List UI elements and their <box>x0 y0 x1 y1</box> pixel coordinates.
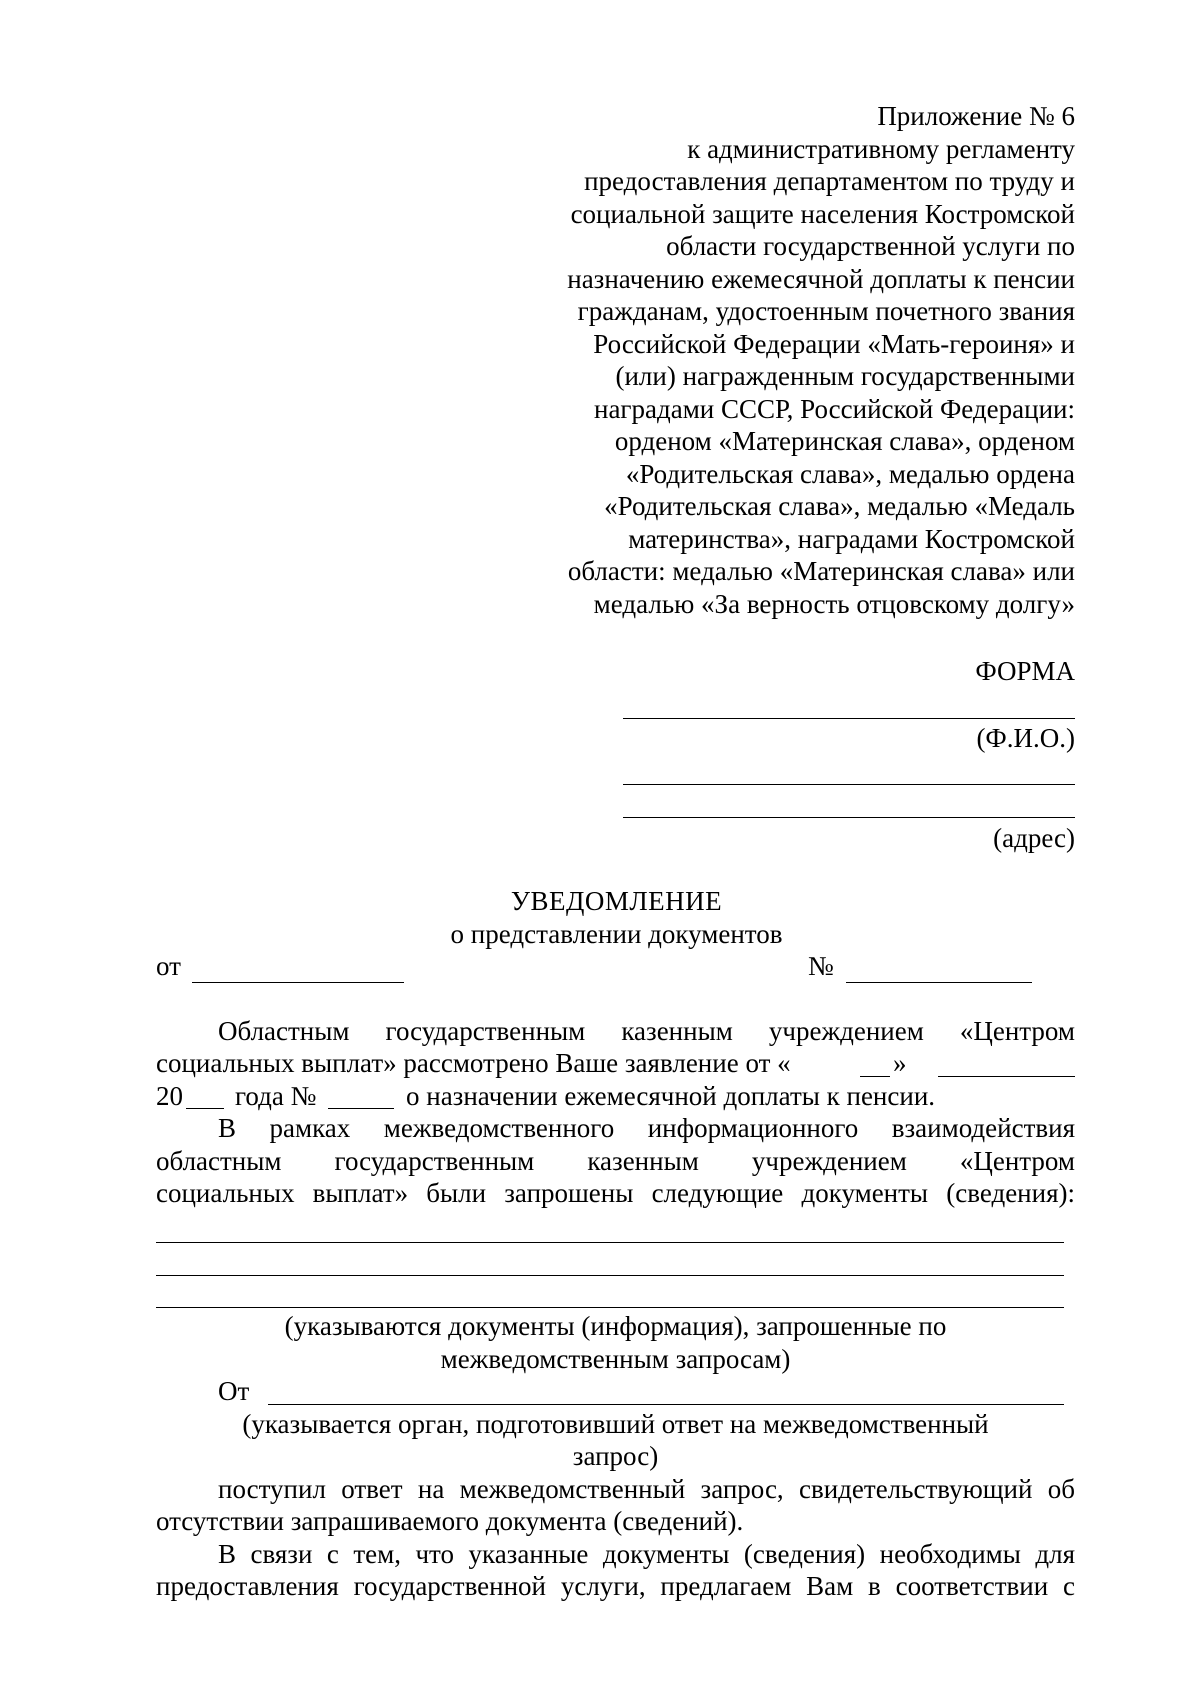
app-year-field-line[interactable] <box>186 1108 224 1109</box>
para1-line2-close-quote: » <box>893 1048 907 1078</box>
app-day-field-line[interactable] <box>860 1076 890 1077</box>
appendix-line: «Родительская слава», медалью ордена <box>625 458 1075 489</box>
appendix-line: предоставления департаментом по труду и <box>584 166 1075 196</box>
appendix-line: материнства», наградами Костромской <box>628 523 1075 554</box>
appendix-line: области: медалью «Материнская слава» или <box>567 556 1075 586</box>
address-field-line-1[interactable] <box>623 784 1075 785</box>
fio-field-line[interactable] <box>623 718 1075 719</box>
para4-line1: В связи с тем, что указанные документы (сведения) необходимы для <box>218 1539 1075 1569</box>
appendix-line: орденом «Материнская слава», орденом <box>614 426 1075 456</box>
date-label: от <box>156 951 181 981</box>
requested-docs-line-3[interactable] <box>156 1307 1064 1308</box>
form-label: ФОРМА <box>975 656 1075 686</box>
requested-docs-line-1[interactable] <box>156 1242 1064 1243</box>
para3-line2: отсутствии запрашиваемого документа (сведений). <box>156 1506 744 1536</box>
appendix-line: социальной защите населения Костромской <box>570 198 1075 229</box>
from-label: От <box>218 1376 250 1406</box>
app-month-field-line[interactable] <box>938 1076 1075 1077</box>
appendix-line: области государственной услуги по <box>666 231 1075 261</box>
para3-line1: поступил ответ на межведомственный запрос, свидетельствующий об <box>218 1474 1075 1504</box>
para1-line3-year-prefix: 20 <box>156 1081 183 1111</box>
date-field-line[interactable] <box>192 982 404 983</box>
appendix-line: Российской Федерации «Мать-героиня» и <box>593 328 1075 359</box>
para4-line2: предоставления государственной услуги, предлагаем Вам в соответствии с <box>156 1571 1075 1601</box>
para1-line2-text: социальных выплат» рассмотрено Ваше заявление от « <box>156 1048 791 1078</box>
para2-line1: В рамках межведомственного информационного взаимодействия <box>218 1113 1075 1143</box>
docs-note-line1: (указываются документы (информация), запрошенные по <box>284 1311 947 1341</box>
appendix-line: Приложение № 6 <box>877 101 1075 131</box>
appendix-line: наградами СССР, Российской Федерации: <box>594 393 1075 424</box>
number-field-line[interactable] <box>846 982 1032 983</box>
para1-line1: Областным государственным казенным учреждением «Центром <box>218 1016 1075 1046</box>
document-subtitle: о представлении документов <box>450 919 783 949</box>
para1-line3-number-text: года № <box>235 1081 317 1111</box>
organ-note-line1: (указывается орган, подготовивший ответ на межведомственный <box>242 1409 989 1439</box>
appendix-header <box>520 100 1075 620</box>
appendix-line: назначению ежемесячной доплаты к пенсии <box>567 263 1075 294</box>
para2-line2: областным государственным казенным учреждением «Центром <box>156 1146 1075 1176</box>
address-caption: (адрес) <box>993 823 1075 853</box>
appendix-line: «Родительская слава», медалью «Медаль <box>604 491 1075 521</box>
appendix-line: к административному регламенту <box>687 133 1075 164</box>
docs-note-line2: межведомственным запросам) <box>440 1344 791 1374</box>
appendix-line: медалью «За верность отцовскому долгу» <box>593 588 1075 619</box>
address-field-line-2[interactable] <box>623 817 1075 818</box>
document-title: УВЕДОМЛЕНИЕ <box>510 886 723 916</box>
organ-field-line[interactable] <box>268 1404 1064 1405</box>
requested-docs-line-2[interactable] <box>156 1275 1064 1276</box>
number-label: № <box>808 951 834 981</box>
para2-line3: социальных выплат» были запрошены следующие документы (сведения): <box>156 1178 1075 1208</box>
app-number-field-line[interactable] <box>328 1108 394 1109</box>
appendix-line: (или) награжденным государственными <box>615 361 1075 391</box>
para1-line3-rest: о назначении ежемесячной доплаты к пенсии. <box>406 1081 936 1111</box>
fio-caption: (Ф.И.О.) <box>976 723 1075 753</box>
organ-note-line2: запрос) <box>572 1441 659 1471</box>
appendix-line: гражданам, удостоенным почетного звания <box>577 296 1075 326</box>
